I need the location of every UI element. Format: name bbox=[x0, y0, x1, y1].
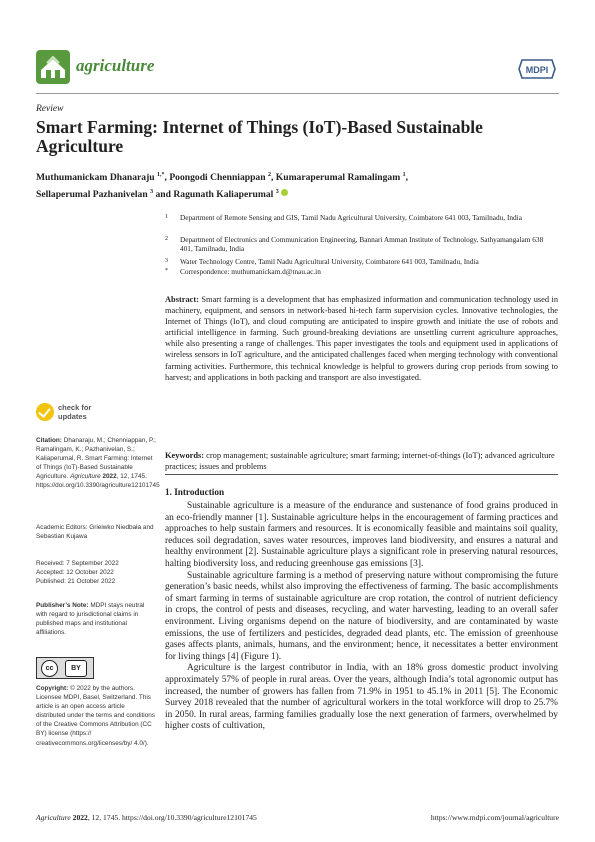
check-icon bbox=[36, 403, 54, 421]
mdpi-logo-icon bbox=[518, 58, 556, 80]
paragraph: Agriculture is the largest contributor in India, with an 18% gross domestic product involving approximately 57% of people in rural areas. Over the years, although India’s total agronomic output has increased, the number of growers has fallen from 71.9% in 1951 to 45.1% in 2011 [5]. The Economic Survey 2018 revealed that the number of agricultural workers in the total workforce will drop to 25.7% in 2050. In rural areas, farming families gradually lose the next generation of farmers, overwhelmed by higher costs of cultivation, bbox=[165, 663, 558, 732]
footer-journal: Agriculture bbox=[36, 813, 71, 822]
affiliation-number: 3 bbox=[165, 258, 168, 264]
abstract bbox=[165, 294, 558, 383]
dates-block bbox=[36, 559, 156, 586]
footer-citation bbox=[36, 813, 257, 822]
citation-journal: Agriculture bbox=[70, 473, 101, 481]
paragraph: Sustainable agriculture is a measure of the endurance and sustenance of food grains produced in an eco-friendly manner [1]. Sustainable agriculture helps in the encouragement of farming practices and approaches to help sustain farmers and resources. It is economically feasible and maintains soil quality, reduces soil degradation, saves water resources, improves land biodiversity, and ensures a natural and healthy environment [2]. Sustainable agriculture plays a significant role in preserving natural resources, halting biodiversity loss, and reducing greenhouse gas emissions [3]. bbox=[165, 501, 558, 569]
by-icon: BY bbox=[65, 660, 87, 677]
editors-text: Grieiwko Niedbała and Sebastian Kujawa bbox=[36, 524, 154, 541]
affiliation-text: Department of Remote Sensing and GIS, Tamil Nadu Agricultural University, Coimbatore 641 003, Tamilnadu, India bbox=[180, 213, 522, 222]
author-list: Muthumanickam Dhanaraju $^{1,*}$, Poongodi Chenniappan $^2$, Kumaraperumal Ramalingam $^1$, Sellaperumal Pazhanivelan $^3$ and Ragunath Kaliaperumal $^3$ bbox=[36, 172, 409, 201]
affiliation-number: 1 bbox=[165, 214, 168, 220]
copyright-label: Copyright: bbox=[36, 685, 69, 692]
author-name[interactable]: Poongodi Chenniappan bbox=[169, 172, 266, 184]
copyright-block bbox=[36, 684, 156, 748]
article-type: Review bbox=[36, 104, 64, 114]
citation-block bbox=[36, 436, 160, 491]
affiliation-number: 2 bbox=[165, 236, 168, 242]
paragraph: Sustainable agriculture farming is a method of preserving nature without compromising the future generation’s basic needs, whilst also improving the effectiveness of farming. The basic accomplishments of smart farming in terms of sustainable agriculture are crop rotation, the control of nutrient deficiency in crops, the control of pests and diseases, recycling, and water harvesting, leading to an overall safer environment. Living organisms depend on the nature of biodiversity, and are contaminated by waste emissions, the use of fertilizers and pesticides, degraded dead plants, etc. The emission of greenhouse gases affects plants, animals, humans, and the environment; hence, it necessitates a better environment for living things [4] (Figure 1). bbox=[165, 570, 558, 662]
abstract-divider bbox=[165, 474, 558, 475]
affiliation bbox=[165, 257, 555, 266]
check-label: check for bbox=[58, 403, 92, 412]
affiliation bbox=[165, 213, 555, 222]
editors-label: Academic Editors: bbox=[36, 524, 88, 531]
citation-text: Dhanaraju, M.; Chenniappan, P.; Ramalingam, K.; Pazhanivelan, S.; Kaliaperumal, R. Smart Farming: Internet of Things (IoT)-Based Sustainable Agriculture. bbox=[36, 437, 156, 481]
abstract-text: Smart farming is a development that has emphasized information and communication technology used in machinery, equipment, and sensors in network-based hi-tech farm supervision cycles. Innovative technologies, the Internet of Things (IoT), and cloud computing are anticipated to inspire growth and initiate the use of robots and artificial intelligence in farming. Such ground-breaking deviations are unsettling current agriculture approaches, while also presenting a range of challenges. This paper investigates the tools and equipment used in applications of wireless sensors in IoT agriculture, and the anticipated challenges faced when merging technology with conventional farming activities. Furthermore, this technical knowledge is helpful to growers during crop periods from sowing to harvest; and applications in both packing and transport are also investigated. bbox=[165, 295, 559, 382]
citation-year: 2022 bbox=[102, 473, 117, 481]
author-name[interactable]: Muthumanickam Dhanaraju bbox=[36, 172, 155, 184]
publisher-note-text: MDPI stays neutral with regard to jurisdictional claims in published maps and institutional affiliations. bbox=[36, 602, 145, 637]
affiliation-text: Department of Electronics and Communication Engineering, Bannari Amman Institute of Technology, Sathyamangalam 638 401, Tamilnadu, India bbox=[180, 235, 544, 254]
editors-block bbox=[36, 523, 156, 541]
journal-logo-icon bbox=[36, 50, 70, 84]
publisher-note bbox=[36, 601, 156, 637]
author-name[interactable]: Ragunath Kaliaperumal bbox=[173, 189, 274, 201]
citation-volume: , 12, 1745. bbox=[116, 473, 147, 481]
journal-name: agriculture bbox=[76, 56, 155, 75]
author-sup: 3 bbox=[150, 189, 154, 196]
citation-label: Citation: bbox=[36, 437, 62, 444]
author-name[interactable]: Sellaperumal Pazhanivelan bbox=[36, 189, 148, 201]
correspondence-email[interactable]: Correspondence: muthumanickam.d@tnau.ac.in bbox=[180, 267, 321, 276]
author-name[interactable]: Kumaraperumal Ramalingam bbox=[275, 172, 401, 184]
affiliation bbox=[165, 235, 555, 254]
cc-icon: cc bbox=[41, 660, 58, 677]
author-sup: 2 bbox=[267, 172, 271, 178]
header-divider bbox=[36, 93, 559, 94]
author-sup: 1,* bbox=[157, 172, 165, 178]
keywords bbox=[165, 450, 558, 472]
footer-year: 2022 bbox=[72, 813, 88, 822]
body-text bbox=[165, 501, 558, 733]
correspondence bbox=[165, 267, 555, 276]
citation-doi-link[interactable]: https://doi.org/10.3390/agriculture12101745 bbox=[36, 482, 160, 490]
mdpi-logo-text: MDPI bbox=[525, 65, 549, 75]
page-title: Smart Farming: Internet of Things (IoT)-Based Sustainable Agriculture bbox=[36, 117, 483, 156]
copyright-text: © 2022 by the authors. Licensee MDPI, Basel, Switzerland. This article is an open access article distributed under the terms and conditions of the Creative Commons Attribution (CC BY) license (https:// creativecommons.org/licenses/by/ 4.0/). bbox=[36, 685, 156, 747]
affiliation-number: * bbox=[165, 268, 168, 274]
check-for-updates-button[interactable] bbox=[36, 401, 136, 431]
affiliation-text: Water Technology Centre, Tamil Nadu Agricultural University, Coimbatore 641 003, Tamilnadu, India bbox=[180, 257, 479, 266]
keywords-label: Keywords: bbox=[165, 451, 205, 460]
published-date: Published: 21 October 2022 bbox=[36, 578, 116, 586]
section-heading: 1. Introduction bbox=[165, 487, 225, 497]
footer-journal-link[interactable]: https://www.mdpi.com/journal/agriculture bbox=[430, 813, 559, 822]
author-sup: 1 bbox=[402, 172, 406, 178]
orcid-icon[interactable] bbox=[281, 189, 288, 196]
accepted-date: Accepted: 12 October 2022 bbox=[36, 569, 114, 577]
keywords-text: crop management; sustainable agriculture; smart farming; internet-of-things (IoT); advanced agriculture practices; issues and problems bbox=[165, 451, 555, 472]
abstract-label: Abstract: bbox=[165, 295, 199, 304]
page-footer bbox=[36, 813, 559, 822]
footer-doi[interactable]: , 12, 1745. https://doi.org/10.3390/agriculture12101745 bbox=[87, 813, 257, 822]
updates-label: updates bbox=[58, 412, 87, 421]
publisher-note-label: Publisher’s Note: bbox=[36, 602, 89, 609]
cc-by-license-icon[interactable] bbox=[36, 657, 94, 679]
author-sup: 3 bbox=[275, 189, 279, 196]
received-date: Received: 7 September 2022 bbox=[36, 560, 119, 567]
